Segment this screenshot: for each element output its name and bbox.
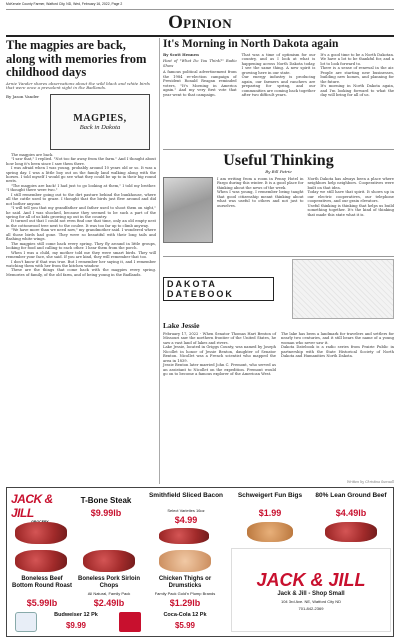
masthead-rule: [6, 35, 394, 37]
ut-paragraph: Useful thinking is thinking that helps us build something together. It's the kind of thinking that made this state what it is.: [307, 203, 394, 217]
groundbeef-image: [325, 522, 377, 542]
nd-article: [163, 38, 394, 148]
magpies-illustration: [50, 94, 150, 150]
datebook-col-2: [281, 332, 394, 377]
magpies-paragraph: I was afraid when I was young, probably around 10 years old or so. It was a spring day. I was a little boy out on the family land walking along with the horses. I told myself I would go see what they could be up to in their big round nests.: [6, 166, 156, 184]
datebook-paragraph: The lake has been a landmark for travelers and settlers for nearly two centuries, and it still bears the name of a young woman who never saw it.: [281, 332, 394, 345]
lake-illustration: [292, 259, 394, 319]
datebook-header: [163, 259, 394, 319]
ut-paragraph: North Dakota has always been a place where neighbors help neighbors. Cooperatives were built on that idea.: [307, 177, 394, 190]
magpies-body: [6, 153, 156, 278]
chicken-image: [159, 550, 211, 572]
porkchop-image: [83, 550, 135, 572]
datebook-columns: [163, 332, 394, 377]
ad-coke-title: Coca-Cola 12 Pk: [163, 612, 207, 618]
ad-roast-price: $5.99lb: [26, 598, 58, 608]
magpies-art-row: [6, 94, 156, 150]
datebook-title: DAKOTA DATEBOOK: [163, 277, 274, 301]
section-rule: [163, 149, 394, 150]
magpies-paragraph: The magpies are back.: [11, 152, 54, 157]
ad-tbone-title: T-Bone Steak: [80, 496, 132, 505]
grocery-ad: [6, 487, 394, 637]
datebook-paragraph: Dakota Datebook is a radio series from Prairie Public in partnership with the State Historical Society of North Dakota and Humanities North Dakota.: [281, 345, 394, 359]
bacon-image: [159, 528, 209, 544]
roast-image: [15, 550, 67, 572]
column-divider: [159, 38, 160, 484]
magpies-paragraph: These are the things that come back with the magpies every spring. Memories of family, of the old farm, and of being young in the Badlands.: [6, 268, 156, 277]
nd-col-2: [242, 53, 316, 98]
jack-jill-logo: [11, 492, 69, 518]
nd-paragraph: There is a sense of renewal in the air. People are starting new businesses, building new homes, and planning for the future.: [320, 66, 395, 84]
magpies-paragraph: "The magpies are back! I had just to go looking at them," I told my brother. "I thought there were two.": [6, 183, 156, 193]
ad-tbone-price: $9.99lb: [90, 508, 122, 518]
useful-thinking-row: [163, 177, 394, 243]
ad-groundbeef-price: $4.49lb: [335, 508, 367, 518]
magpies-paragraph: "We have more than we need now," my grandmother said. I wondered where all those birds had gone. They were so beautiful with their long tails and flashing white wings.: [6, 228, 156, 242]
nd-byline: By Scott Hennen: [163, 52, 199, 57]
nd-paragraph: Our energy industry is producing again, our farmers and ranchers are preparing for spring, and our communities are coming back together after two difficult years.: [241, 75, 316, 98]
magpies-paragraph: "I saw that," I replied. "Not too far away from the farm." And I thought about how long it's been since I saw them there.: [6, 157, 156, 166]
store-address: 104 3rd Ave. NE, Watford City ND: [280, 598, 342, 604]
ad-chicken-sub: Family Pack Gold'n Plump Brands: [154, 591, 216, 596]
datebook-paragraph: Jessie Benton later married John C. Fremont, who served as an assistant to Nicollet on the expedition. Fremont would go on to become a famous explorer of the American West.: [163, 363, 276, 377]
ad-chicken-price: $1.29lb: [169, 598, 201, 608]
magpies-art-title: MAGPIES,: [73, 112, 127, 124]
running-header-text: McKenzie County Farmer, Watford City, ND, Wed, February 16, 2022, Page 2: [6, 2, 123, 6]
ad-bacon-title: Smithfield Sliced Bacon: [148, 492, 224, 499]
datebook-col-1: [163, 332, 276, 377]
ad-porkchop-price: $2.49lb: [93, 598, 125, 608]
nd-headline: It's Morning in North Dakota again: [163, 38, 339, 50]
nd-col-3: [320, 53, 394, 98]
magpies-byline: By Jason Vander: [6, 93, 40, 99]
nd-byline-sub: Host of "What Do You Think?" Radio Show: [163, 59, 237, 68]
ad-beer-price: $9.99: [65, 621, 87, 630]
store-block: [231, 548, 391, 632]
ut-paragraph: When I was young, I remember being taught that good citizenship meant thinking about what was useful to others and not just to ourselves.: [217, 190, 304, 208]
ut-paragraph: I am writing from a room in Penny Hotel in Fargo during this winter. It is a good place for thinking about the news of the week.: [217, 177, 304, 190]
ad-groundbeef-title: 80% Lean Ground Beef: [315, 492, 387, 499]
ut-paragraph: Today we still have that spirit. It shows up in our electric cooperatives, our telephone cooperatives, and our grain elevators.: [307, 190, 394, 204]
store-phone: 701-842-2369: [298, 605, 324, 611]
nd-col-1: [163, 53, 237, 98]
store-logo: JACK & JILL: [256, 569, 366, 590]
ad-roast-title: Boneless Beef Bottom Round Roast: [12, 576, 72, 589]
datebook-paragraph: February 17, 2022 - When Senator Thomas Hart Benton of Missouri saw the northern frontier of the United States, he saw a vast land of lakes and rivers.: [163, 332, 276, 345]
beer-image: [15, 612, 37, 632]
ad-funbigs-price: $1.99: [258, 508, 282, 518]
nd-paragraph: It's morning in North Dakota again, and I'm looking forward to what the day will bring for all of us.: [320, 84, 395, 98]
magpies-paragraph: It turned out that I could not even find one that time, only an old empty nest in the cottonwood tree next to the coulee. It was too far up to climb anyway.: [6, 219, 156, 228]
useful-thinking-column: [163, 152, 394, 252]
useful-thinking-title: Useful Thinking: [223, 152, 334, 169]
magpies-paragraph: When I was a child, my mother told me they were smart birds. They will remember your face, she said. If you are kind, they will remember that too.: [6, 250, 156, 260]
ad-bacon-sub: Select Varieties 16oz: [167, 508, 205, 513]
magpies-headline: The magpies are back, along with memories from childhood days: [6, 38, 147, 79]
top-rule: [6, 9, 394, 10]
magpies-paragraph: The magpies still come back every spring. They fly around in little groups, looking for food and calling to each other. I hear them from the porch.: [6, 241, 156, 251]
datebook-subtitle: Lake Jessie: [163, 321, 200, 330]
ad-beer-title: Budweiser 12 Pk: [54, 612, 98, 618]
dakota-datebook: [163, 256, 394, 484]
magpies-dek: Arnie Vander shares observations about the wild black and white birds that were once a prevalent sight in the Badlands.: [6, 80, 150, 91]
running-header: [6, 2, 394, 9]
ad-chicken-title: Chicken Thighs or Drumsticks: [158, 576, 212, 589]
useful-thinking-byline: By Bill Patrie: [265, 169, 292, 174]
nd-paragraph: It's a good time to be a North Dakotan. We have a lot to be thankful for, and a lot to look forward to.: [320, 53, 395, 66]
magpies-paragraph: I don't know if that was true. But I remember her saying it, and I remember watching them with her from the kitchen window.: [6, 259, 156, 269]
brand-name: JACK & JILL: [11, 492, 53, 520]
ut-col-1: [217, 177, 304, 243]
ad-funbigs-title: Schweigert Fun Bigs: [237, 492, 303, 499]
tbone-image: [15, 522, 67, 544]
magpies-paragraph: I still remember going out to the dirt pasture behind the bunkhouse, where all the cattle used to graze. I thought that the birds just flew around and did not bother anyone.: [6, 192, 156, 206]
magpies-art-subtitle: Back in Dakota: [79, 123, 121, 131]
hotdog-image: [247, 522, 293, 542]
datebook-paragraph: Lake Jessie, located in Griggs County, was named by Joseph Nicollet in honor of Jessie Benton, daughter of Senator Benton. Nicollet was a French scientist who mapped the area in 1839.: [163, 345, 276, 363]
nd-paragraph: That was a time of optimism for our country, and as I look at what is happening across North Dakota today, I see the same thing. A new spirit is growing here in our state.: [241, 53, 316, 75]
ad-porkchop-title: Boneless Pork Sirloin Chops: [77, 576, 141, 589]
magpies-paragraph: "I will tell you that my grandfather and father used to shoot them on sight," he said. And I was shocked, because they seemed to be such a part of the spring for all of us kids growing up out in the country.: [6, 206, 156, 220]
ad-porkchop-sub: All Natural, Family Pack: [87, 591, 131, 596]
author-photo: [163, 177, 213, 243]
nd-paragraph: A famous political advertisement from the 1984 re-election campaign of President Ronald Reagan reminded voters, "It's Morning in America again." And my very first vote that year went to that campaign.: [163, 70, 237, 97]
ut-col-2: [308, 177, 395, 243]
coke-image: [119, 612, 141, 632]
store-tagline: Jack & Jill - Shop Small: [277, 590, 345, 597]
ad-bacon-price: $4.99: [174, 515, 198, 525]
ad-coke-price: $5.99: [174, 621, 196, 630]
section-title: Opinion: [168, 12, 232, 33]
magpies-article: [6, 38, 156, 486]
datebook-credit: Written by Christina Sunwall: [347, 480, 394, 484]
nd-columns: [163, 53, 394, 98]
